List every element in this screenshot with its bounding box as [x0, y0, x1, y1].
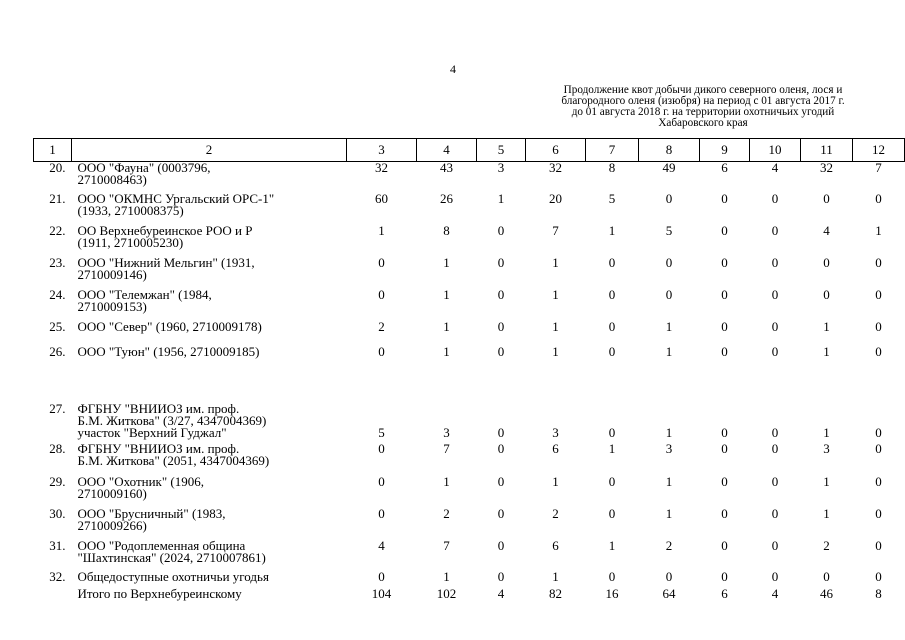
- hunter-name-line: ООО "Родоплеменная община: [77, 538, 246, 553]
- column-header: 10: [750, 139, 801, 162]
- quota-value: [700, 403, 750, 427]
- quota-value: 0: [378, 569, 385, 584]
- quota-value: 3: [552, 425, 559, 440]
- quota-value: 1: [552, 474, 559, 489]
- column-header: 3: [347, 139, 417, 162]
- hunter-name: [72, 588, 347, 604]
- quota-value: 0: [378, 287, 385, 302]
- quota-value: 0: [721, 223, 728, 238]
- quota-value: 1: [823, 474, 830, 489]
- quota-value: 0: [875, 319, 882, 334]
- quota-value: 1: [552, 255, 559, 270]
- quota-value: 0: [665, 569, 673, 584]
- quota-value: 0: [378, 441, 385, 456]
- table-row: [34, 508, 905, 540]
- quota-value: 0: [378, 255, 385, 270]
- quota-value: 0: [608, 506, 616, 521]
- quota-value: 0: [665, 287, 673, 302]
- quota-value: 0: [823, 255, 830, 270]
- hunter-name: [72, 193, 347, 225]
- quota-value: 1: [823, 319, 830, 334]
- column-header: 8: [639, 139, 700, 162]
- quota-value: 0: [875, 344, 882, 359]
- hunter-name-line: 2710009146): [77, 267, 147, 282]
- table-row: [34, 540, 905, 571]
- quota-value: 0: [721, 569, 728, 584]
- column-header: 1: [34, 139, 72, 162]
- table-row: [34, 403, 905, 427]
- quota-value: 2: [378, 319, 385, 334]
- quota-value: 0: [771, 191, 779, 206]
- quota-value: 4: [771, 586, 779, 601]
- quota-value: 0: [608, 425, 616, 440]
- quota-value: 0: [823, 569, 830, 584]
- quota-value: 1: [608, 441, 616, 456]
- quota-value: 0: [771, 255, 779, 270]
- quota-value: 0: [771, 569, 779, 584]
- quota-value: 0: [608, 255, 616, 270]
- hunter-name: [72, 321, 347, 346]
- quota-value: [639, 403, 700, 427]
- table-row: [34, 476, 905, 508]
- quota-value: 0: [771, 319, 779, 334]
- hunter-name-line: Итого по Верхнебуреинскому: [77, 586, 242, 601]
- hunter-name-line: Общедоступные охотничьи угодья: [77, 569, 269, 584]
- hunter-name-line: 2710009266): [77, 518, 147, 533]
- quota-table: [33, 138, 905, 604]
- column-header: 5: [477, 139, 526, 162]
- quota-value: 0: [771, 506, 779, 521]
- quota-value: 0: [771, 344, 779, 359]
- quota-value: 5: [378, 425, 385, 440]
- quota-value: 0: [721, 474, 728, 489]
- quota-value: 1: [665, 319, 673, 334]
- quota-value: 0: [771, 223, 779, 238]
- hunter-name: [72, 403, 347, 427]
- quota-value: 1: [552, 319, 559, 334]
- quota-value: [586, 403, 639, 427]
- quota-value: 0: [771, 287, 779, 302]
- quota-value: 0: [721, 506, 728, 521]
- caption-line: Продолжение квот добычи дикого северного оленя, лося и: [563, 84, 843, 96]
- quota-value: 1: [443, 287, 450, 302]
- hunter-name-line: ООО "Фауна" (0003796,: [77, 160, 211, 175]
- quota-value: 3: [497, 160, 505, 175]
- quota-value: 1: [552, 569, 559, 584]
- quota-value: 0: [823, 191, 830, 206]
- quota-value: 0: [823, 287, 830, 302]
- quota-value: 0: [608, 474, 616, 489]
- quota-value: [477, 403, 526, 427]
- quota-value: 0: [721, 441, 728, 456]
- quota-value: 8: [608, 160, 616, 175]
- quota-value: 4: [823, 223, 830, 238]
- quota-value: 0: [497, 569, 505, 584]
- quota-value: 1: [608, 223, 616, 238]
- quota-value: 7: [443, 538, 450, 553]
- quota-value: 1: [443, 319, 450, 334]
- quota-value: 82: [549, 586, 562, 601]
- row-number: 27.: [49, 401, 66, 416]
- quota-value: 0: [721, 538, 728, 553]
- quota-value: 0: [378, 474, 385, 489]
- table-caption: [528, 85, 878, 129]
- quota-value: 0: [665, 255, 673, 270]
- quota-value: 0: [497, 441, 505, 456]
- quota-value: 0: [771, 538, 779, 553]
- column-header: 11: [801, 139, 853, 162]
- row-number: [34, 588, 72, 604]
- column-header: 4: [417, 139, 477, 162]
- quota-value: 32: [549, 160, 562, 175]
- quota-value: 0: [875, 441, 882, 456]
- quota-value: 1: [443, 255, 450, 270]
- spacer-row: [34, 378, 905, 403]
- hunter-name: [72, 162, 347, 194]
- hunter-name: [72, 346, 347, 378]
- hunter-name-line: (1933, 2710008375): [77, 203, 184, 218]
- quota-value: 7: [875, 160, 882, 175]
- quota-value: 60: [375, 191, 388, 206]
- row-number: 28.: [49, 441, 66, 456]
- header-row: [34, 139, 905, 162]
- hunter-name-line: ООО "Север" (1960, 2710009178): [77, 319, 262, 334]
- hunter-name-line: ФГБНУ "ВНИИОЗ им. проф.: [77, 441, 240, 456]
- quota-value: 0: [875, 287, 882, 302]
- quota-value: 0: [608, 569, 616, 584]
- quota-value: 0: [771, 425, 779, 440]
- quota-value: 0: [608, 344, 616, 359]
- hunter-name-line: ФГБНУ "ВНИИОЗ им. проф.: [77, 401, 240, 416]
- table-row: [34, 588, 905, 604]
- quota-value: 1: [823, 506, 830, 521]
- table-row: [34, 443, 905, 476]
- quota-value: 1: [443, 344, 450, 359]
- quota-value: 0: [721, 319, 728, 334]
- quota-value: 5: [608, 191, 616, 206]
- hunter-name-line: "Шахтинская" (2024, 2710007861): [77, 550, 266, 565]
- column-header: 7: [586, 139, 639, 162]
- quota-value: 0: [497, 474, 505, 489]
- table-row: [34, 346, 905, 378]
- quota-value: 8: [443, 223, 450, 238]
- column-header: 9: [700, 139, 750, 162]
- quota-value: 7: [443, 441, 450, 456]
- hunter-name-line: Б.М. Житкова" (3/27, 4347004369): [77, 413, 267, 428]
- quota-value: 0: [875, 425, 882, 440]
- hunter-name-line: ООО "Охотник" (1906,: [77, 474, 204, 489]
- quota-value: 0: [771, 474, 779, 489]
- caption-line: до 01 августа 2018 г. на территории охотничьих угодий: [571, 106, 835, 118]
- hunter-name: [72, 443, 347, 476]
- hunter-name: [72, 508, 347, 540]
- table-row: [34, 225, 905, 257]
- hunter-name: [72, 476, 347, 508]
- quota-value: 2: [823, 538, 830, 553]
- quota-value: 0: [608, 287, 616, 302]
- row-number: 29.: [49, 474, 66, 489]
- quota-value: 1: [665, 506, 673, 521]
- quota-value: 4: [378, 538, 385, 553]
- quota-value: 0: [875, 255, 882, 270]
- quota-value: 0: [497, 506, 505, 521]
- quota-value: 102: [436, 586, 457, 601]
- quota-value: 3: [443, 425, 450, 440]
- column-header: 2: [72, 139, 347, 162]
- quota-value: 32: [820, 160, 833, 175]
- hunter-name-line: 2710009160): [77, 486, 147, 501]
- quota-value: 5: [665, 223, 673, 238]
- row-number: 20.: [49, 160, 66, 175]
- quota-value: 0: [875, 538, 882, 553]
- quota-value: 3: [665, 441, 673, 456]
- column-header: 6: [526, 139, 586, 162]
- quota-value: 0: [875, 569, 882, 584]
- hunter-name: [72, 289, 347, 321]
- quota-value: 4: [497, 586, 505, 601]
- row-number: 30.: [49, 506, 66, 521]
- quota-value: 6: [721, 586, 728, 601]
- quota-value: 0: [721, 287, 728, 302]
- quota-value: 6: [552, 441, 559, 456]
- hunter-name-line: (1911, 2710005230): [77, 235, 184, 250]
- hunter-name-line: ООО "Туюн" (1956, 2710009185): [77, 344, 260, 359]
- quota-value: 0: [665, 191, 673, 206]
- caption-line: благородного оленя (изюбря) на период с 01 августа 2017 г.: [561, 95, 845, 107]
- quota-value: [801, 403, 853, 427]
- quota-value: [347, 403, 417, 427]
- quota-value: 43: [440, 160, 453, 175]
- quota-value: 0: [497, 255, 505, 270]
- quota-value: 1: [552, 344, 559, 359]
- row-number: 32.: [49, 569, 66, 584]
- caption-line: Хабаровского края: [658, 117, 748, 129]
- table-row: [34, 162, 905, 194]
- quota-value: 0: [771, 441, 779, 456]
- quota-value: 1: [443, 474, 450, 489]
- quota-value: 0: [721, 425, 728, 440]
- quota-value: 0: [721, 255, 728, 270]
- hunter-name-line: Б.М. Житкова" (2051, 4347004369): [77, 453, 270, 468]
- hunter-name-line: участок "Верхний Гуджал": [77, 425, 227, 440]
- hunter-name-line: ООО "ОКМНС Ургальский ОРС-1": [77, 191, 275, 206]
- quota-value: [417, 403, 477, 427]
- quota-value: 0: [875, 474, 882, 489]
- quota-value: 3: [823, 441, 830, 456]
- quota-value: 1: [443, 569, 450, 584]
- hunter-name-line: ООО "Нижний Мельгин" (1931,: [77, 255, 255, 270]
- row-number: 25.: [49, 319, 66, 334]
- quota-value: 1: [823, 344, 830, 359]
- quota-value: 0: [497, 319, 505, 334]
- quota-value: 1: [552, 287, 559, 302]
- quota-value: 7: [552, 223, 559, 238]
- quota-value: 0: [497, 287, 505, 302]
- quota-value: 1: [608, 538, 616, 553]
- quota-value: 20: [549, 191, 562, 206]
- quota-value: 0: [378, 344, 385, 359]
- hunter-name-line: 2710008463): [77, 172, 147, 187]
- quota-value: 1: [665, 425, 673, 440]
- quota-value: 0: [875, 506, 882, 521]
- quota-value: 1: [665, 344, 673, 359]
- row-number: 22.: [49, 223, 66, 238]
- page-number: 4: [450, 62, 456, 76]
- quota-value: 16: [605, 586, 619, 601]
- quota-value: 1: [823, 425, 830, 440]
- quota-value: 1: [378, 223, 385, 238]
- quota-value: 2: [665, 538, 673, 553]
- quota-value: 6: [721, 160, 728, 175]
- quota-value: 1: [875, 223, 882, 238]
- spacer-cell: [34, 378, 905, 403]
- row-number: 31.: [49, 538, 66, 553]
- table-row: [34, 289, 905, 321]
- quota-value: 46: [820, 586, 833, 601]
- column-header: 12: [853, 139, 905, 162]
- quota-value: 26: [440, 191, 453, 206]
- quota-value: 2: [552, 506, 559, 521]
- quota-value: 2: [443, 506, 450, 521]
- hunter-name: [72, 225, 347, 257]
- quota-value: 104: [371, 586, 392, 601]
- quota-value: 8: [875, 586, 882, 601]
- quota-value: 0: [608, 319, 616, 334]
- table-row: [34, 193, 905, 225]
- quota-value: 0: [497, 223, 505, 238]
- quota-value: 32: [375, 160, 388, 175]
- row-number: 24.: [49, 287, 66, 302]
- quota-value: 0: [721, 191, 728, 206]
- table-row: [34, 321, 905, 346]
- quota-value: [526, 403, 586, 427]
- quota-value: 4: [771, 160, 779, 175]
- quota-value: [750, 403, 801, 427]
- table-body: [34, 162, 905, 605]
- quota-value: 49: [662, 160, 676, 175]
- hunter-name: [72, 257, 347, 289]
- row-number: 23.: [49, 255, 66, 270]
- table-row: [34, 257, 905, 289]
- quota-value: 1: [497, 191, 505, 206]
- quota-value: 0: [497, 425, 505, 440]
- hunter-name-line: ООО "Брусничный" (1983,: [77, 506, 226, 521]
- quota-value: 0: [378, 506, 385, 521]
- quota-value: 0: [875, 191, 882, 206]
- hunter-name-line: ОО Верхнебуреинское РОО и Р: [77, 223, 253, 238]
- hunter-name-line: ООО "Телемжан" (1984,: [77, 287, 212, 302]
- quota-value: 6: [552, 538, 559, 553]
- hunter-name: [72, 540, 347, 571]
- quota-value: 1: [665, 474, 673, 489]
- hunter-name-line: 2710009153): [77, 299, 147, 314]
- quota-value: 64: [662, 586, 676, 601]
- row-number: 26.: [49, 344, 66, 359]
- quota-value: 0: [497, 538, 505, 553]
- quota-value: [853, 403, 905, 427]
- quota-value: 0: [721, 344, 728, 359]
- row-number: 21.: [49, 191, 66, 206]
- quota-value: 0: [497, 344, 505, 359]
